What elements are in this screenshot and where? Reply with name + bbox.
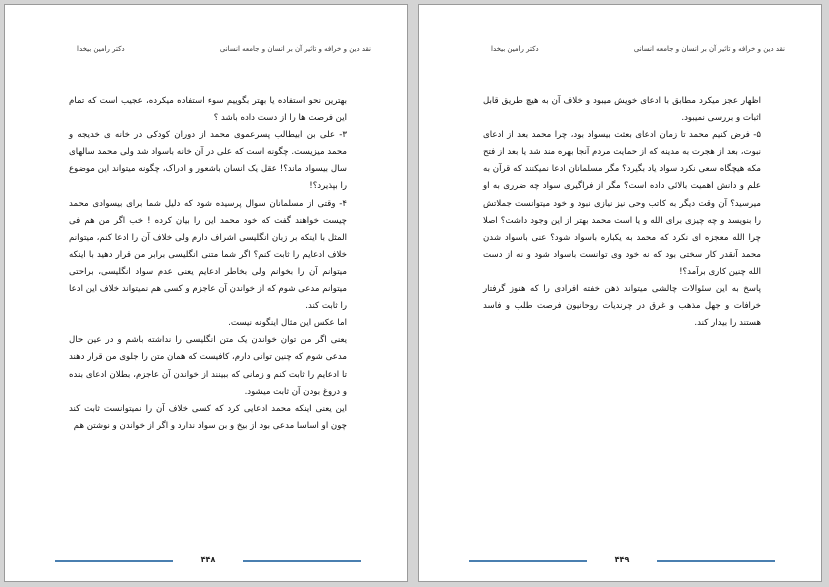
page-footer <box>5 555 407 567</box>
header-author: دکتر رامین بیخدا <box>491 45 539 53</box>
footer-rule <box>657 560 775 562</box>
footer-rule <box>55 560 173 562</box>
page-header <box>419 45 821 59</box>
page-footer <box>419 555 821 567</box>
header-title: نقد دین و خرافه و تاثیر آن بر انسان و جامعه انسانی <box>219 45 371 53</box>
paragraph: یعنی اگر من توان خواندن یک متن انگلیسی را نداشته باشم و در عین حال مدعی شوم که چنین توانی دارم، کافیست که همان متن را جلوی من قرار دهند تا ادعایم را ثابت کنم و زمانی که ببینند از خواندن آن عاجزم، بطلان ادعای بنده و دروغ بودن آن ثابت میشود. <box>69 335 347 397</box>
left-page <box>4 4 408 582</box>
header-author: دکتر رامین بیخدا <box>77 45 125 53</box>
paragraph: اما عکس این مثال اینگونه نیست. <box>228 318 347 329</box>
page-header <box>5 45 407 59</box>
right-page <box>418 4 822 582</box>
header-title: نقد دین و خرافه و تاثیر آن بر انسان و جامعه انسانی <box>633 45 785 53</box>
paragraph: ۴- وقتی از مسلمانان سوال پرسیده شود که دلیل شما برای بیسوادی محمد چیست خواهند گفت که خود محمد این را بیان کرده ! خب اگر من هم فی المثل با اینکه بر زبان انگلیسی اشراف دارم ولی خلاف آن را ادعا کنم، میتوانم خلاف ادعایم را ثابت کنم؟ اگر شما متنی انگلیسی برابر من قرار دهید با اینکه میتوانم آن را بخوانم ولی بخاطر ادعایم یعنی عدم سواد انگلیسی، براحتی میتوانم مدعی شوم که از خواندن آن عاجزم و کسی هم نمیتواند خلاف این ادعا را ثابت کند. <box>69 198 347 312</box>
footer-rule <box>469 560 587 562</box>
paragraph: ۵- فرض کنیم محمد تا زمان ادعای بعثت بیسواد بود، چرا محمد بعد از ادعای نبوت، بعد از هجرت به مدینه که از حمایت مردم آنجا بهره مند شد یا بعد از فتح مکه هیچگاه سعی نکرد سواد یاد بگیرد؟ مگر مسلمانان ادعا نمیکنند که قرآن به علم و دانش اهمیت بالائی داده است؟ مگر از فراگیری سواد چه ضرری به او میرسید؟ آن وقت دیگر به کاتب وحی نیز نیازی نبود و خود میتوانست جملاتش را بنویسد و چه چیزی برای الله و یا است محمد بهتر از این وجود داشت؟ اصلا چرا الله معجزه ای نکرد که محمد به یکباره باسواد شود؟ عنی باسواد شدن محمد آنقدر کار سختی بود که نه خود وی توانست باسواد شود و نه از دست الله چنین کاری برآمد؟! <box>483 130 761 277</box>
page-body <box>483 93 761 332</box>
footer-rule <box>243 560 361 562</box>
page-body <box>69 93 347 435</box>
paragraph: این یعنی اینکه محمد ادعایی کرد که کسی خلاف آن را نمیتوانست ثابت کند چون او اساسا مدعی بود از بیخ و بن سواد ندارد و اگر از خواندن و نوشتن هم <box>69 403 347 431</box>
page-number: ۴۴۸ <box>200 555 216 564</box>
page-number: ۴۴۹ <box>614 555 630 564</box>
paragraph: اظهار عجز میکرد مطابق با ادعای خویش میبود و خلاف آن به هیچ طریق قابل اثبات و بررسی نمیبود. <box>483 96 761 124</box>
paragraph: پاسخ به این سئوالات چالشی میتواند ذهن خفته افرادی را که هنوز گرفتار خرافات و جهل مذهب و غرق در چرندیات روحانیون فرصت طلب و فاسد هستند را بیدار کند. <box>483 284 761 329</box>
paragraph: ۳- علی بن ابیطالب پسرعموی محمد از دوران کودکی در خانه ی خدیجه و محمد میزیست. چگونه است که علی در آن خانه باسواد شد ولی محمد سالهای سال بیسواد ماند؟! عقل یک انسان باشعور و ادراک، چگونه میتواند این موضوع را بپذیرد؟! <box>69 130 347 192</box>
paragraph: بهترین نحو استفاده یا بهتر بگوییم سوء استفاده میکرده، عجیب است که تمام این فرصت ها را از دست داده باشد ؟ <box>69 96 347 124</box>
